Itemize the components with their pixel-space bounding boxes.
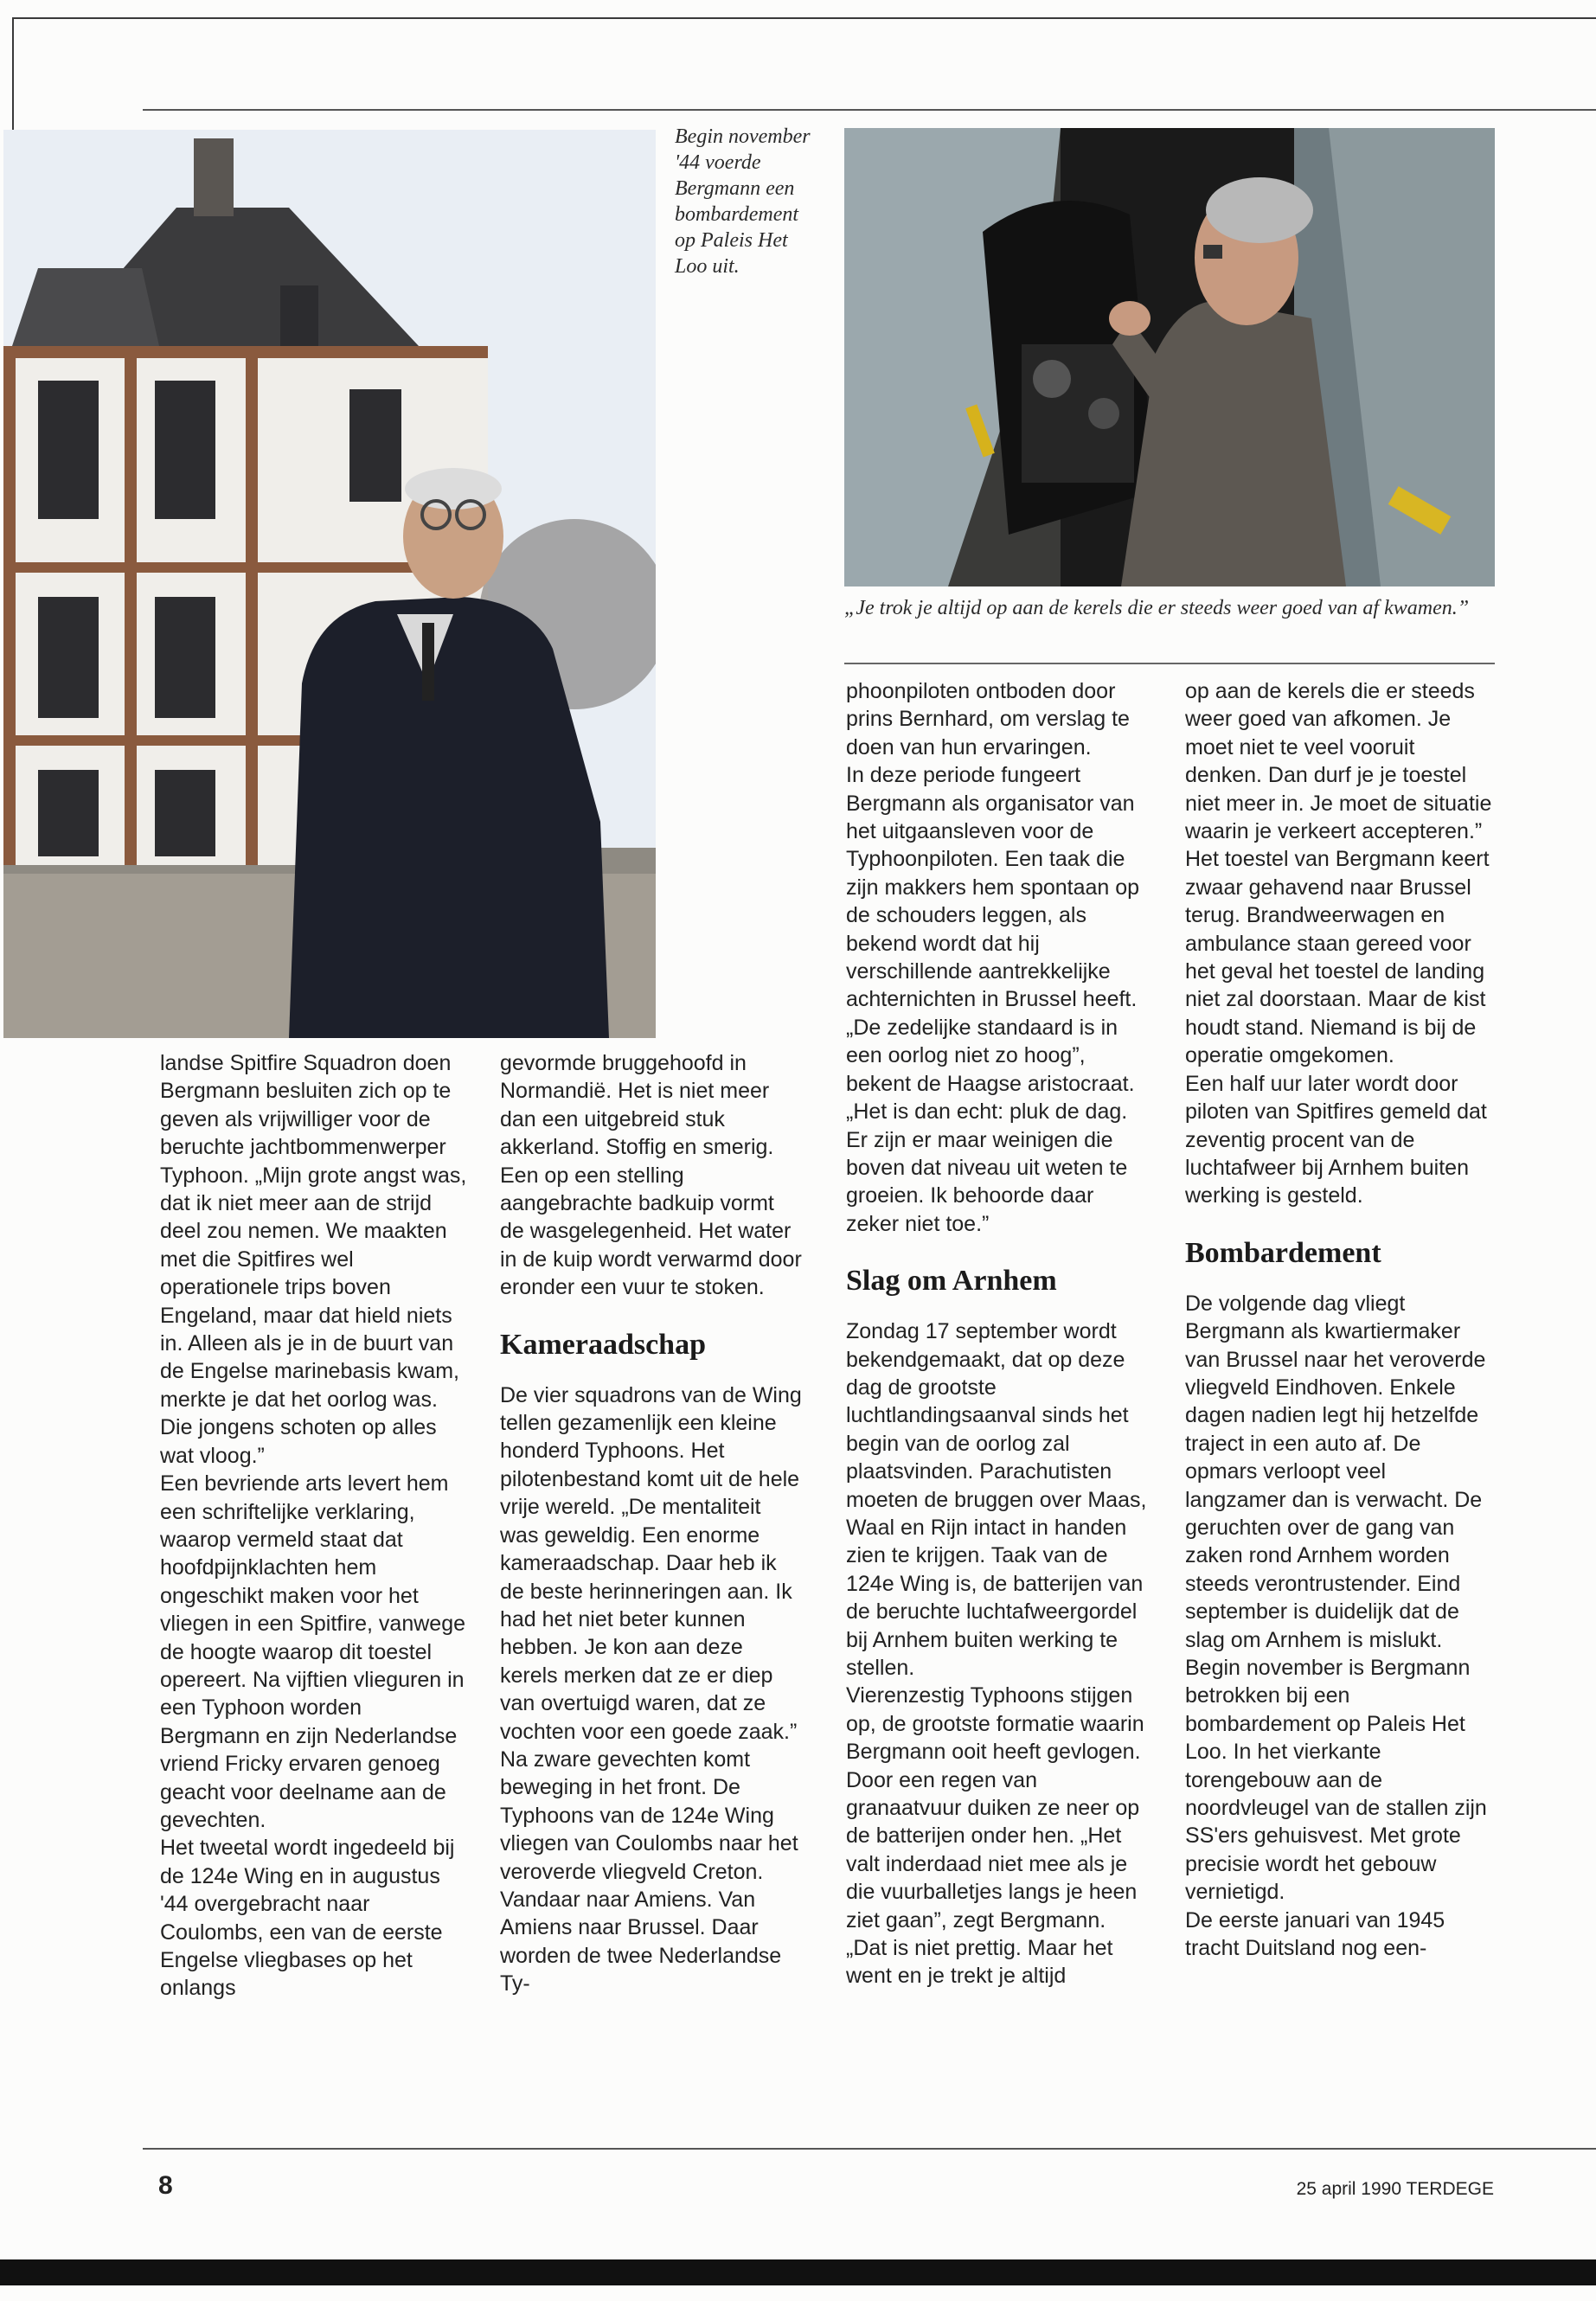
- heading-slag-om-arnhem: Slag om Arnhem: [846, 1265, 1057, 1298]
- col4-paragraph-2: Het toestel van Bergmann keert zwaar gehavend naar Brussel terug. Brandweerwagen en ambulance staan gereed voor het geval het toestel de landing niet zal doorstaan. Maar de kist houdt stand. Niemand is bij de operatie omgekomen.: [1185, 847, 1490, 1068]
- col3-paragraph-1: phoonpiloten ontboden door prins Bernhard, om verslag te doen van hun ervaringen.: [846, 679, 1130, 760]
- heading-bombardement: Bombardement: [1185, 1236, 1381, 1269]
- col2-paragraph-2: De vier squadrons van de Wing tellen gezamenlijk een kleine honderd Typhoons. Het pilotenbestand komt uit de hele vrije wereld. „De mentaliteit was geweldig. Een enorme kameraadschap. Daar heb ik de beste herinneringen aan. Ik had het niet beter kunnen hebben. Je kon aan deze kerels merken dat ze er diep van overtuigd waren, dat ze vochten voor een goede zaak.”: [500, 1382, 802, 1744]
- footer-rule: [143, 2148, 1596, 2150]
- caption-left-photo: Begin november '44 voerde Bergmann een bombardement op Paleis Het Loo uit.: [675, 125, 811, 278]
- left-vertical-rule: [12, 17, 14, 130]
- photo-bergmann-cockpit: [844, 128, 1495, 586]
- col1-paragraph-1: landse Spitfire Squadron doen Bergmann besluiten zich op te geven als vrijwilliger voor de beruchte jachtbommenwerper Typhoon. „Mijn grote angst was, dat ik niet meer aan de strijd deel zou nemen. We maakten met die Spitfires wel operationele trips boven Engeland, maar dat hield niets in. Alleen als je in de buurt van de Engelse marinebasis kwam, merkte je dat het oorlog was. Die jongens schoten op alles wat vloog.”: [160, 1051, 467, 1468]
- col3-paragraph-3: Zondag 17 september wordt bekendgemaakt, dat op deze dag de grootste luchtlandingsaanval sinds het begin van de oorlog zal plaatsvinden. Parachutisten moeten de bruggen over Maas, Waal en Rijn intact in handen zien te krijgen. Taak van de 124e Wing is, de batterijen van de beruchte luchtafweergordel bij Arnhem buiten werking te stellen.: [846, 1319, 1147, 1680]
- col3-paragraph-2: In deze periode fungeert Bergmann als organisator van het uitgaansleven voor de Typhoonpiloten. Een taak die zijn makkers hem spontaan op de schouders leggen, als bekend wordt dat hij verschillende aantrekkelijke achternichten in Brussel heeft. „De zedelijke standaard is in een oorlog niet zo hoog”, bekent de Haagse aristocraat. „Het is dan echt: pluk de dag. Er zijn er maar weinigen die boven dat niveau uit weten te groeien. Ik behoorde daar zeker niet toe.”: [846, 763, 1140, 1236]
- col4-paragraph-4: De volgende dag vliegt Bergmann als kwartiermaker van Brussel naar het veroverde vliegveld Eindhoven. Enkele dagen nadien legt hij hetzelfde traject in een auto af. De opmars verloopt veel langzamer dan is verwacht. De geruchten over de gang van zaken rond Arnhem worden steeds verontrustender. Eind september is duidelijk dat de slag om Arnhem is mislukt.: [1185, 1291, 1486, 1652]
- col1-paragraph-2: Een bevriende arts levert hem een schriftelijke verklaring, waarop vermeld staat dat hoofdpijnklachten hem ongeschikt maken voor het vliegen in een Spitfire, vanwege de hoogte waarop dit toestel opereert. Na vijftien vlieguren in een Typhoon worden Bergmann en zijn Nederlandse vriend Fricky ervaren genoeg geacht voor deelname aan de gevechten.: [160, 1471, 466, 1832]
- col4-paragraph-6: De eerste januari van 1945 tracht Duitsland nog een-: [1185, 1907, 1445, 1961]
- column-2: [500, 1049, 803, 1998]
- column-1: [160, 1049, 467, 2003]
- col3-paragraph-4: Vierenzestig Typhoons stijgen op, de grootste formatie waarin Bergmann ooit heeft gevlogen. Door een regen van granaatvuur duiken ze neer op de batterijen onder hen. „Het valt inderdaad niet mee als je die vuurballetjes langs je heen ziet gaan”, zegt Bergmann. „Dat is niet prettig. Maar het went en je trekt je altijd: [846, 1683, 1144, 1989]
- caption-right-photo: „Je trok je altijd op aan de kerels die er steeds weer goed van af kwamen.”: [844, 597, 1470, 619]
- col4-paragraph-3: Een half uur later wordt door piloten van Spitfires gemeld dat zeventig procent van de luchtafweer bij Arnhem buiten werking is gesteld.: [1185, 1071, 1487, 1208]
- issue-label: 25 april 1990 TERDEGE: [1296, 2179, 1494, 2199]
- caption-rule: [844, 663, 1495, 664]
- col2-paragraph-1: gevormde bruggehoofd in Normandië. Het is niet meer dan een uitgebreid stuk akkerland. Stoffig en smerig. Een op een stelling aangebrachte badkuip vormt de wasgelegenheid. Het water in de kuip wordt verwarmd door eronder een vuur te stoken.: [500, 1051, 802, 1300]
- col2-paragraph-3: Na zware gevechten komt beweging in het front. De Typhoons van de 124e Wing vliegen van Coulombs naar het veroverde vliegveld Creton. Vandaar naar Amiens. Van Amiens naar Brussel. Daar worden de twee Nederlandse Ty-: [500, 1747, 798, 1997]
- top-rule: [12, 17, 1596, 19]
- upper-frame-rule: [143, 109, 1596, 111]
- col4-paragraph-1: op aan de kerels die er steeds weer goed van afkomen. Je moet niet te veel vooruit denken. Dan durf je je toestel niet meer in. Je moet de situatie waarin je verkeert accepteren.”: [1185, 679, 1492, 844]
- photo-bergmann-paleis: [3, 130, 656, 1038]
- page-number: 8: [158, 2171, 173, 2200]
- bottom-band: [0, 2259, 1596, 2285]
- col4-paragraph-5: Begin november is Bergmann betrokken bij een bombardement op Paleis Het Loo. In het vierkante torengebouw aan de noordvleugel van de stallen zijn SS'ers gehuisvest. Met grote precisie wordt het gebouw vernietigd.: [1185, 1656, 1487, 1905]
- column-3: [846, 677, 1149, 1990]
- col1-paragraph-3: Het tweetal wordt ingedeeld bij de 124e Wing en in augustus '44 overgebracht naar Coulombs, een van de eerste Engelse vliegbases op het onlangs: [160, 1836, 455, 2001]
- column-4: [1185, 677, 1492, 1962]
- heading-kameraadschap: Kameraadschap: [500, 1328, 706, 1361]
